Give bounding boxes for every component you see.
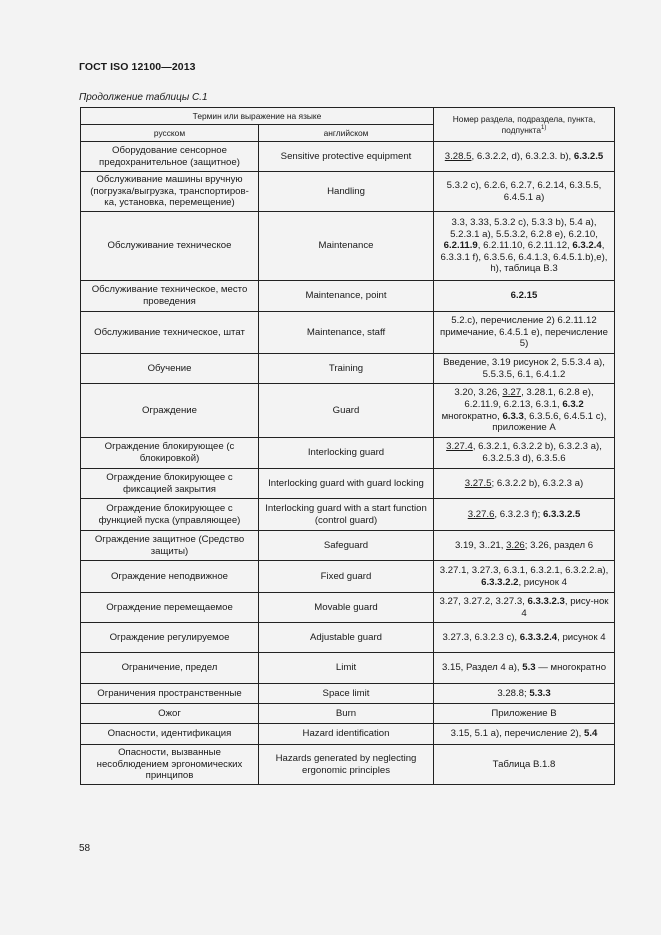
reference-segment: 6.3.3.2.3: [527, 595, 565, 607]
reference-segment: , рису-нок 4: [521, 595, 609, 619]
reference-segment: 6.3.3.2.2: [481, 576, 519, 588]
section-references: [434, 593, 615, 623]
reference-segment: многократно,: [441, 410, 503, 422]
term-russian: Ограничение, предел: [81, 653, 259, 684]
reference-segment: 3.27.3, 6.3.2.3 с),: [442, 631, 520, 643]
term-english: Adjustable guard: [259, 623, 434, 653]
reference-segment: 3.27.6: [467, 508, 495, 520]
reference-segment: 3.15, Раздел 4 а),: [441, 662, 523, 674]
table-row: [81, 172, 615, 212]
table-header-row: [81, 108, 615, 125]
reference-segment: 3.27: [502, 387, 522, 399]
reference-segment: 3.27, 3.27.2, 3.27.3,: [439, 595, 528, 607]
term-english: Interlocking guard with guard locking: [259, 469, 434, 499]
section-references: [434, 384, 615, 438]
term-russian: Опасности, идентификация: [81, 724, 259, 745]
reference-column-header: [434, 108, 615, 142]
reference-segment: 5.3.3: [529, 687, 551, 699]
reference-segment: 5.4: [584, 728, 598, 740]
term-russian: Ограждение регулируемое: [81, 623, 259, 653]
term-english: Burn: [259, 704, 434, 724]
reference-segment: 3.27.1, 3.27.3, 6.3.1, 6.3.2.1, 6.3.2.2.а),: [439, 564, 609, 576]
footnote-marker: 1): [541, 124, 547, 131]
term-english: Limit: [259, 653, 434, 684]
term-english: Safeguard: [259, 531, 434, 561]
reference-segment: , 6.3.2.3 f);: [494, 508, 543, 520]
term-english: Handling: [259, 172, 434, 212]
term-russian: Ограждение блокирующее с функцией пуска (управляющее): [81, 499, 259, 531]
term-russian: Обслуживание машины вручную (погрузка/выгрузка, транспортиров-ка, установка, перемещение): [81, 172, 259, 212]
reference-segment: 5.2.с), перечисление 2) 6.2.11.12 примечание, 6.4.5.1 е), перечисление 5): [440, 315, 609, 350]
table-row: [81, 684, 615, 704]
term-russian: Оборудование сенсорное предохранительное (защитное): [81, 142, 259, 172]
section-references: [434, 745, 615, 785]
table-row: [81, 499, 615, 531]
column-group-header: Термин или выражение на языке: [81, 108, 434, 125]
reference-segment: 3.19, З..21,: [454, 539, 507, 551]
table-row: [81, 142, 615, 172]
term-english: Interlocking guard: [259, 438, 434, 469]
reference-segment: 3.3, 3.33, 5.3.2 с), 5.3.3 b), 5.4 а), 5.2.3.1 а), 5.5.3.2, 6.2.8 е), 6.2.10,: [450, 217, 598, 240]
term-russian: Ограждение защитное (Средство защиты): [81, 531, 259, 561]
term-english: Maintenance: [259, 212, 434, 281]
section-references: [434, 438, 615, 469]
term-russian: Ограждение блокирующее (с блокировкой): [81, 438, 259, 469]
table-row: [81, 354, 615, 384]
table-row: [81, 704, 615, 724]
reference-segment: 3.20, 3.26,: [454, 387, 503, 399]
term-russian: Ограждение: [81, 384, 259, 438]
reference-segment: 6.3.2.4: [572, 240, 602, 252]
table-row: [81, 384, 615, 438]
table-row: [81, 531, 615, 561]
section-references: [434, 212, 615, 281]
reference-segment: , 6.3.5.6, 6.4.5.1 с), приложение А: [492, 410, 607, 434]
reference-column-label: Номер раздела, подраздела, пункта, подпункта: [452, 114, 596, 135]
reference-segment: 6.3.3.2.4: [519, 631, 558, 643]
term-russian: Ограничения пространственные: [81, 684, 259, 704]
section-references: [434, 469, 615, 499]
term-russian: Обслуживание техническое, штат: [81, 312, 259, 354]
reference-segment: 3.27.5: [464, 477, 492, 489]
document-header: ГОСТ ISO 12100—2013: [79, 61, 196, 73]
section-references: [434, 312, 615, 354]
reference-segment: — многократно: [535, 662, 607, 674]
reference-segment: , 6.3.2.2, d), 6.3.2.3. b),: [471, 150, 574, 162]
russian-column-header: русском: [81, 125, 259, 142]
term-english: Sensitive protective equipment: [259, 142, 434, 172]
term-russian: Ограждение неподвижное: [81, 561, 259, 593]
term-english: Hazard identification: [259, 724, 434, 745]
table-row: [81, 281, 615, 312]
term-english: Maintenance, point: [259, 281, 434, 312]
table-row: [81, 438, 615, 469]
reference-segment: Таблица В.1.8: [492, 758, 556, 770]
reference-segment: ; 3.26, раздел 6: [524, 539, 594, 551]
reference-segment: , рисунок 4: [518, 576, 567, 588]
reference-segment: 3.28.5: [444, 150, 472, 162]
term-russian: Ожог: [81, 704, 259, 724]
reference-segment: , 3.28.1, 6.2.8 е), 6.2.11.9, 6.2.13, 6.3.1,: [464, 387, 594, 410]
reference-segment: 3.28.8;: [497, 687, 530, 699]
section-references: [434, 561, 615, 593]
term-english: Fixed guard: [259, 561, 434, 593]
section-references: [434, 354, 615, 384]
reference-segment: , 6.3.2.1, 6.3.2.2 b), 6.3.2.3 а), 6.3.2.5.3 d), 6.3.5.6: [472, 441, 602, 464]
reference-segment: 3.27.4: [446, 441, 473, 453]
term-russian: Обучение: [81, 354, 259, 384]
term-russian: Ограждение блокирующее с фиксацией закрытия: [81, 469, 259, 499]
table-row: [81, 212, 615, 281]
section-references: [434, 684, 615, 704]
reference-segment: 6.2.15: [510, 290, 538, 302]
term-english: Hazards generated by neglecting ergonomic principles: [259, 745, 434, 785]
table-row: [81, 593, 615, 623]
reference-segment: 6.3.2.5: [573, 150, 604, 162]
table-row: [81, 469, 615, 499]
reference-segment: 6.3.2: [562, 398, 584, 410]
section-references: [434, 531, 615, 561]
table-row: [81, 745, 615, 785]
term-russian: Опасности, вызванные несоблюдением эргономических принципов: [81, 745, 259, 785]
section-references: [434, 704, 615, 724]
reference-segment: ; 6.3.2.2 b), 6.3.2.3 а): [491, 477, 584, 489]
reference-segment: 6.3.3: [502, 410, 524, 422]
term-english: Space limit: [259, 684, 434, 704]
table-row: [81, 623, 615, 653]
section-references: [434, 281, 615, 312]
term-english: Maintenance, staff: [259, 312, 434, 354]
terms-table: [80, 107, 615, 785]
table-row: [81, 561, 615, 593]
section-references: [434, 172, 615, 212]
reference-segment: 5.3.2 с), 6.2.6, 6.2.7, 6.2.14, 6.3.5.5, 6.4.5.1 а): [446, 179, 602, 203]
reference-segment: , 6.2.11.10, 6.2.11.12,: [477, 240, 573, 252]
section-references: [434, 142, 615, 172]
term-english: Movable guard: [259, 593, 434, 623]
term-russian: Обслуживание техническое, место проведения: [81, 281, 259, 312]
reference-segment: 3.15, 5.1 а), перечисление 2),: [450, 728, 585, 740]
table-row: [81, 312, 615, 354]
section-references: [434, 623, 615, 653]
reference-segment: 3.26: [506, 539, 525, 551]
reference-segment: , рисунок 4: [557, 631, 606, 643]
term-english: Training: [259, 354, 434, 384]
term-russian: Обслуживание техническое: [81, 212, 259, 281]
table-body: [81, 142, 615, 785]
term-english: Guard: [259, 384, 434, 438]
section-references: [434, 653, 615, 684]
section-references: [434, 724, 615, 745]
term-english: Interlocking guard with a start function (control guard): [259, 499, 434, 531]
page-number: 58: [79, 843, 91, 854]
english-column-header: английском: [259, 125, 434, 142]
table-caption: Продолжение таблицы С.1: [79, 92, 208, 103]
section-references: [434, 499, 615, 531]
term-russian: Ограждение перемещаемое: [81, 593, 259, 623]
reference-segment: 5.3: [522, 662, 536, 674]
reference-segment: , 6.3.3.1 f), 6.3.5.6, 6.4.1.3, 6.4.5.1.b),е), h), таблица В.3: [440, 240, 608, 275]
table-row: [81, 724, 615, 745]
table-row: [81, 653, 615, 684]
reference-segment: 6.3.3.2.5: [542, 508, 581, 520]
reference-segment: 6.2.11.9: [443, 240, 478, 252]
reference-segment: Введение, 3.19 рисунок 2, 5.5.3.4 а), 5.5.3.5, 6.1, 6.4.1.2: [443, 356, 605, 380]
reference-segment: Приложение В: [491, 707, 557, 719]
